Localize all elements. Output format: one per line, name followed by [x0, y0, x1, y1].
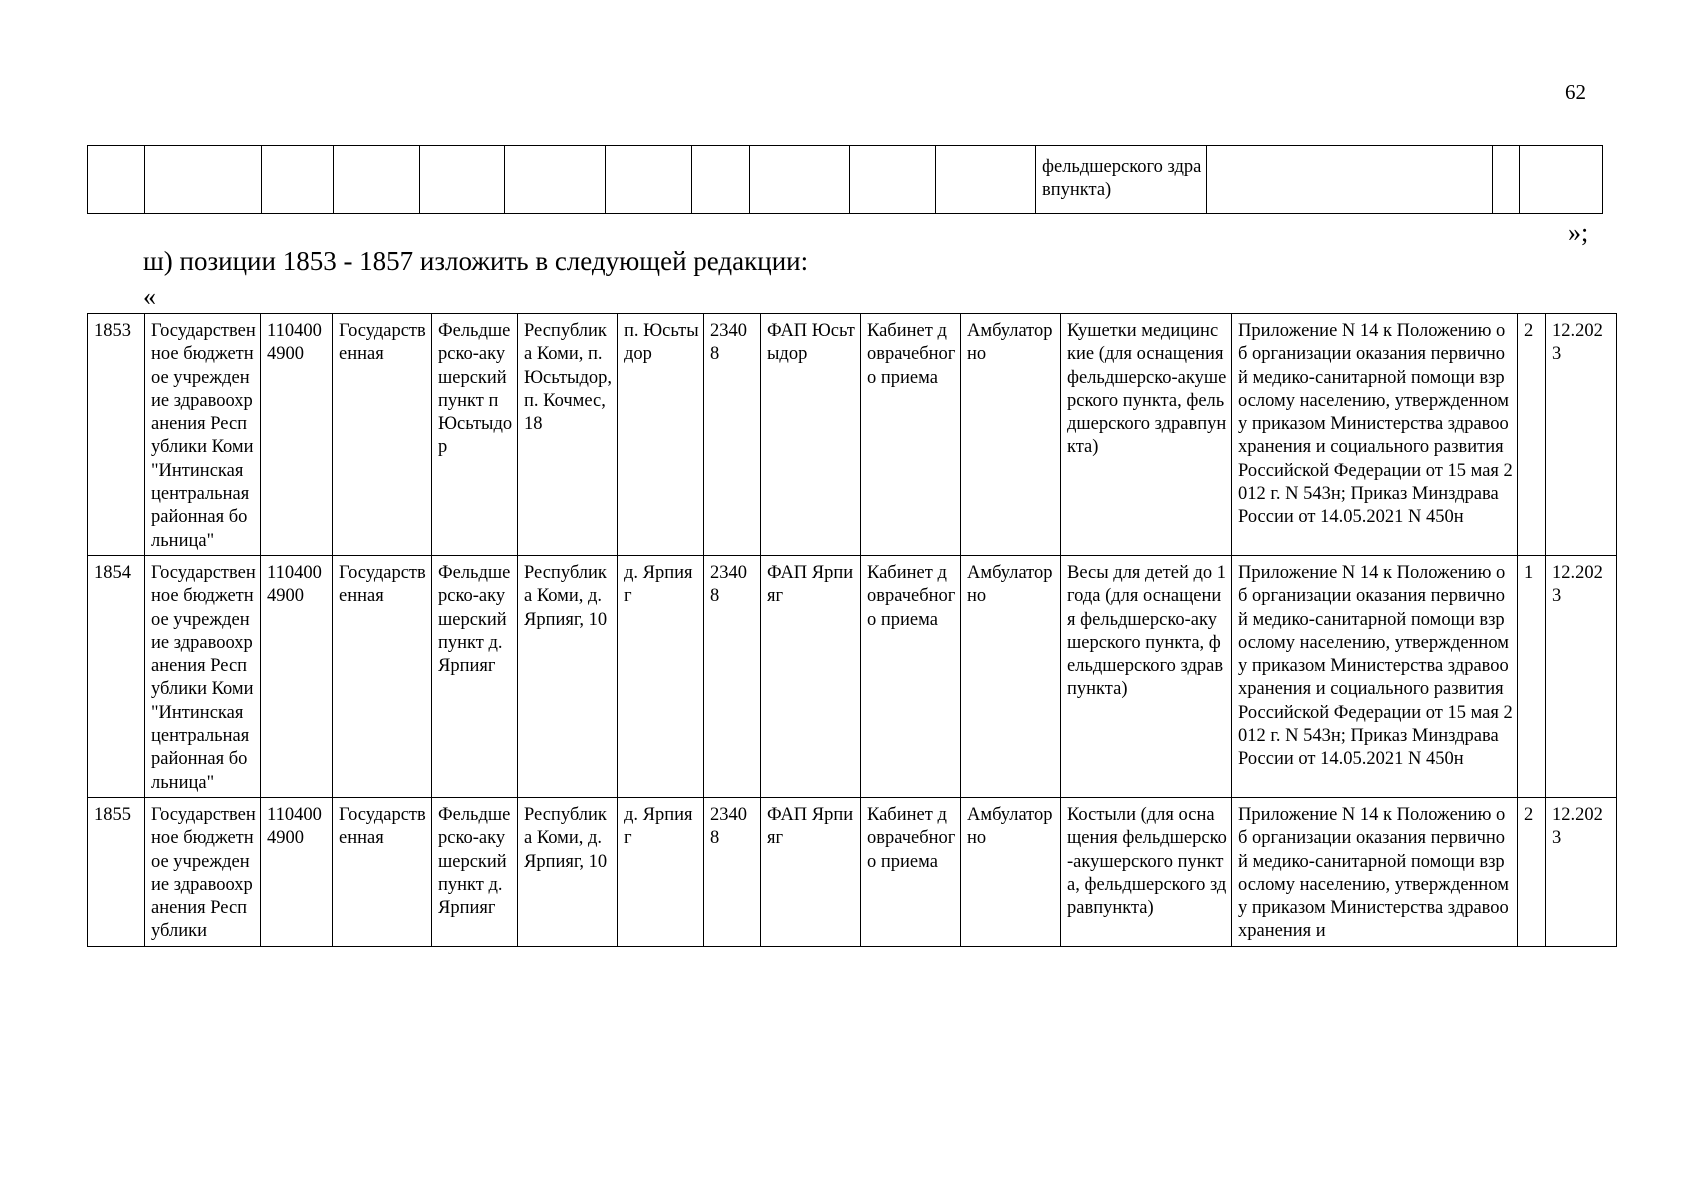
continuation-table: [87, 145, 1603, 214]
care-cell: Амбулаторно: [961, 555, 1061, 797]
row-number: 1854: [88, 555, 145, 797]
table-cell: [1207, 146, 1493, 214]
unit-cell: Фельдшерско-акушерский пункт п Юсьтыдор: [432, 314, 518, 556]
table-cell: [420, 146, 505, 214]
instruction-text: ш) позиции 1853 - 1857 изложить в следующей редакции:: [143, 246, 809, 276]
locality-cell: д. Ярпияг: [618, 555, 704, 797]
equipment-cell: Кушетки медицинские (для оснащения фельдшерско-акушерского пункта, фельдшерского здравпункта): [1061, 314, 1232, 556]
room-cell: Кабинет доврачебного приема: [861, 314, 961, 556]
table-row: [88, 146, 1603, 214]
table-cell: [692, 146, 750, 214]
organization-cell: Государственное бюджетное учреждение здравоохранения Республики Коми "Интинская центральная районная больница": [145, 314, 261, 556]
ownership-cell: Государственная: [333, 314, 432, 556]
equipment-cell: Костыли (для оснащения фельдшерско-акушерского пункта, фельдшерского здравпункта): [1061, 797, 1232, 946]
code-cell: 1104004900: [261, 314, 333, 556]
room-cell: Кабинет доврачебного приема: [861, 555, 961, 797]
basis-cell: Приложение N 14 к Положению об организации оказания первичной медико-санитарной помощи взрослому населению, утвержденному приказом Министерства здравоохранения и социального развития Российской Федерации от 15 мая 2012 г. N 543н; Приказ Минздрава России от 14.05.2021 N 450н: [1232, 314, 1518, 556]
address-cell: Республика Коми, д. Ярпияг, 10: [518, 555, 618, 797]
table-cell: [505, 146, 606, 214]
fap-cell: ФАП Юсьтыдор: [761, 314, 861, 556]
organization-cell: Государственное бюджетное учреждение здравоохранения Республики: [145, 797, 261, 946]
table-cell: [750, 146, 850, 214]
ownership-cell: Государственная: [333, 797, 432, 946]
table-cell: [334, 146, 420, 214]
organization-cell: Государственное бюджетное учреждение здравоохранения Республики Коми "Интинская центральная районная больница": [145, 555, 261, 797]
table-row: [88, 314, 1617, 556]
basis-cell: Приложение N 14 к Положению об организации оказания первичной медико-санитарной помощи взрослому населению, утвержденному приказом Министерства здравоохранения и: [1232, 797, 1518, 946]
closing-quote: »;: [1568, 218, 1589, 247]
fap-cell: ФАП Ярпияг: [761, 797, 861, 946]
row-number: 1855: [88, 797, 145, 946]
date-cell: 12.2023: [1546, 555, 1617, 797]
equipment-cell: Весы для детей до 1 года (для оснащения фельдшерско-акушерского пункта, фельдшерского здравпункта): [1061, 555, 1232, 797]
room-cell: Кабинет доврачебного приема: [861, 797, 961, 946]
quantity-cell: 1: [1518, 555, 1546, 797]
oktmo-cell: 23408: [704, 314, 761, 556]
address-cell: Республика Коми, д. Ярпияг, 10: [518, 797, 618, 946]
date-cell: 12.2023: [1546, 314, 1617, 556]
table-cell: [262, 146, 334, 214]
care-cell: Амбулаторно: [961, 797, 1061, 946]
code-cell: 1104004900: [261, 797, 333, 946]
table-cell: фельдшерского здравпункта): [1036, 146, 1207, 214]
table-cell: [88, 146, 145, 214]
table-cell: [606, 146, 692, 214]
locality-cell: п. Юсьтыдор: [618, 314, 704, 556]
page-number: 62: [1565, 80, 1586, 104]
care-cell: Амбулаторно: [961, 314, 1061, 556]
ownership-cell: Государственная: [333, 555, 432, 797]
oktmo-cell: 23408: [704, 797, 761, 946]
table-cell: [850, 146, 936, 214]
quantity-cell: 2: [1518, 797, 1546, 946]
table-cell: [936, 146, 1036, 214]
address-cell: Республика Коми, п. Юсьтыдор, п. Кочмес, 18: [518, 314, 618, 556]
table-row: [88, 555, 1617, 797]
table-cell: [1493, 146, 1520, 214]
positions-table: [87, 313, 1617, 947]
basis-cell: Приложение N 14 к Положению об организации оказания первичной медико-санитарной помощи взрослому населению, утвержденному приказом Министерства здравоохранения и социального развития Российской Федерации от 15 мая 2012 г. N 543н; Приказ Минздрава России от 14.05.2021 N 450н: [1232, 555, 1518, 797]
date-cell: 12.2023: [1546, 797, 1617, 946]
unit-cell: Фельдшерско-акушерский пункт д. Ярпияг: [432, 797, 518, 946]
table-cell: [145, 146, 262, 214]
unit-cell: Фельдшерско-акушерский пункт д. Ярпияг: [432, 555, 518, 797]
oktmo-cell: 23408: [704, 555, 761, 797]
row-number: 1853: [88, 314, 145, 556]
code-cell: 1104004900: [261, 555, 333, 797]
table-row: [88, 797, 1617, 946]
opening-quote: «: [143, 282, 156, 311]
table-cell: [1520, 146, 1603, 214]
fap-cell: ФАП Ярпияг: [761, 555, 861, 797]
locality-cell: д. Ярпияг: [618, 797, 704, 946]
quantity-cell: 2: [1518, 314, 1546, 556]
